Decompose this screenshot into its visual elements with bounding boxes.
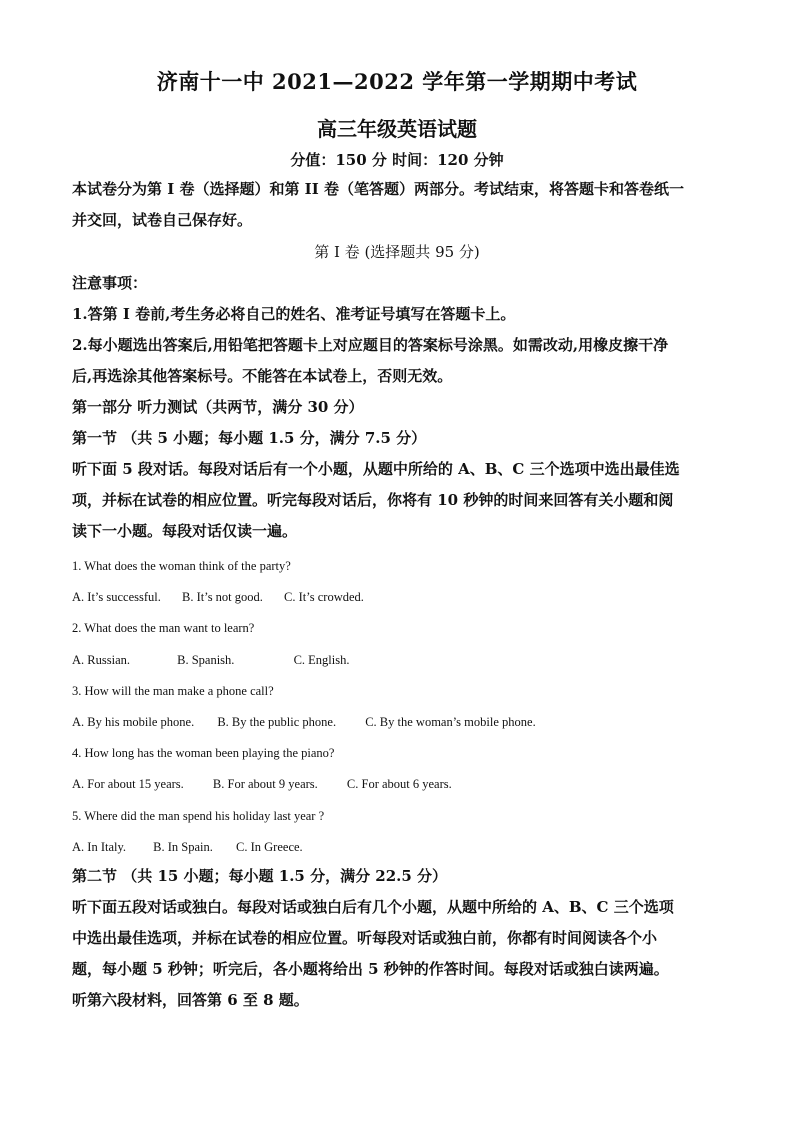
section2 [72,861,722,1016]
notes-heading: 注意事项： [72,274,148,292]
option-b: B. By the public phone. [217,715,337,729]
listening-section-heading: 第一部分 听力测试（共两节，满分 30 分） [72,398,364,416]
notes-section [72,268,722,547]
question-options [72,776,470,792]
intro-line: 并交回，试卷自己保存好。 [72,211,253,229]
section1-heading: 第一节 （共 5 小题；每小题 1.5 分，满分 7.5 分） [72,429,427,447]
question-options [72,714,554,730]
option-c: C. English. [293,653,350,667]
section1-instruction: 项，并标在试卷的相应位置。听完每段对话后，你将有 10 秒钟的时间来回答有关小题和阅 [72,491,674,509]
section2-instruction: 中选出最佳选项，并标在试卷的相应位置。听每段对话或独白前，你都有时间阅读各个小 [72,929,658,947]
notes-item: 2.每小题选出答案后,用铅笔把答题卡上对应题目的答案标号涂黑。如需改动,用橡皮擦干净 [72,336,669,354]
option-c: C. For about 6 years. [346,777,452,791]
option-b: B. For about 9 years. [212,777,318,791]
option-c: C. It’s crowded. [284,590,364,604]
part1-heading: 第 I 卷 (选择题共 95 分) [314,243,480,261]
intro-line: 本试卷分为第 I 卷（选择题）和第 II 卷（笔答题）两部分。考试结束，将答题卡和答卷纸一 [72,180,684,198]
section2-heading: 第二节 （共 15 小题；每小题 1.5 分，满分 22.5 分） [72,867,448,885]
question-stem: 5. Where did the man spend his holiday last year ? [72,809,325,823]
option-c: C. In Greece. [236,840,303,854]
option-a: A. Russian. [72,653,130,667]
option-a: A. It’s successful. [72,590,161,604]
exam-title: 济南十一中 2021—2022 学年第一学期期中考试 [156,69,638,94]
notes-item: 1.答第 I 卷前,考生务必将自己的姓名、准考证号填写在答题卡上。 [72,305,516,323]
question-stem: 3. How will the man make a phone call? [72,684,274,698]
section1-instruction: 听下面 5 段对话。每段对话后有一个小题，从题中所给的 A、B、C 三个选项中选出最佳选 [72,460,680,478]
exam-score-time: 分值：150 分 时间：120 分钟 [290,151,504,169]
question-stem: 1. What does the woman think of the party? [72,559,291,573]
option-b: B. It’s not good. [182,590,263,604]
intro-paragraph [72,174,722,236]
section2-instruction: 题，每小题 5 秒钟；听完后，各小题将给出 5 秒钟的作答时间。每段对话或独白读两遍。 [72,960,669,978]
question-options [72,589,382,605]
option-c: C. By the woman’s mobile phone. [365,715,536,729]
question-stem: 2. What does the man want to learn? [72,621,255,635]
exam-subtitle: 高三年级英语试题 [317,117,477,141]
section1-instruction: 读下一小题。每段对话仅读一遍。 [72,522,298,540]
question-options [72,839,321,855]
option-b: B. In Spain. [153,840,213,854]
question-stem: 4. How long has the woman been playing the piano? [72,746,335,760]
question-options [72,652,367,668]
section2-instruction: 听下面五段对话或独白。每段对话或独白后有几个小题，从题中所给的 A、B、C 三个选项 [72,898,674,916]
section2-instruction: 听第六段材料，回答第 6 至 8 题。 [72,991,309,1009]
option-a: A. In Italy. [72,840,127,854]
option-a: A. By his mobile phone. [72,715,195,729]
option-a: A. For about 15 years. [72,777,184,791]
notes-item: 后,再选涂其他答案标号。不能答在本试卷上，否则无效。 [72,367,453,385]
option-b: B. Spanish. [177,653,235,667]
